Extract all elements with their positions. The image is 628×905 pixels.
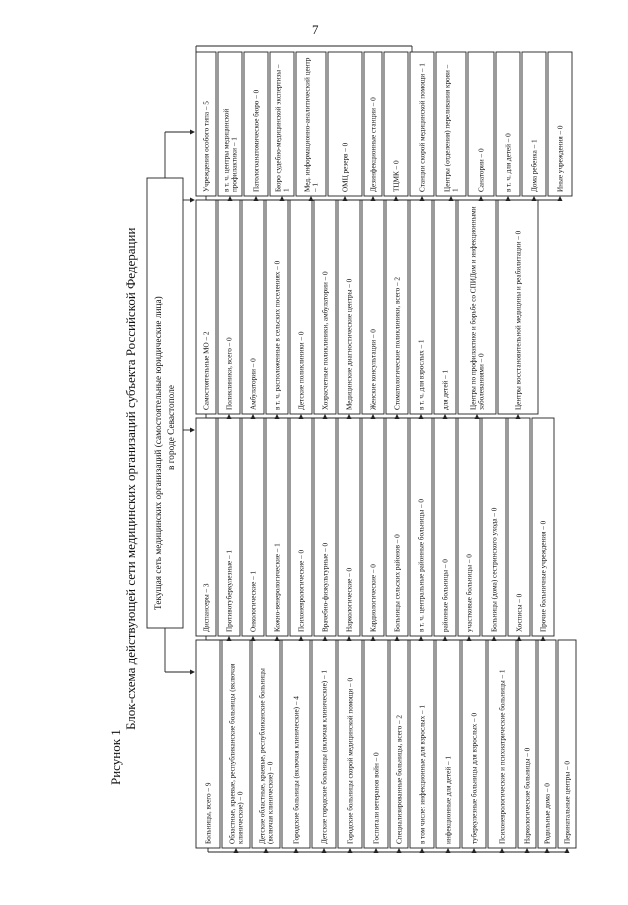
item-special-11: [522, 52, 546, 196]
item-special-9: [468, 52, 494, 196]
item-dispensaries-10: [458, 418, 480, 636]
item-hospitals-11-label: Наркологические больницы – 0: [523, 747, 532, 844]
item-hospitals-0: [222, 640, 250, 848]
arrow-hospitals: [190, 670, 195, 675]
item-independent-10-label: заболеваниями – 0: [477, 353, 486, 410]
item-hospitals-0-label: клинические) – 0: [236, 791, 245, 844]
item-dispensaries-1: [242, 418, 264, 636]
item-hospitals-6: [390, 640, 408, 848]
group-head-hospitals: [196, 640, 220, 848]
group-head-special: [196, 52, 216, 196]
item-dispensaries-13-label: Прочие больничные учреждения – 0: [539, 520, 548, 632]
group-head-dispensaries-label: Диспансеры – 3: [202, 583, 211, 632]
item-hospitals-1: [252, 640, 280, 848]
item-special-9-label: Санатории – 0: [477, 148, 486, 192]
item-special-12: [548, 52, 572, 196]
item-dispensaries-0-label: Противотуберкулезные – 1: [225, 549, 234, 632]
item-dispensaries-5-label: Наркологические – 0: [345, 567, 354, 632]
item-independent-6: [362, 200, 384, 414]
item-special-0: [218, 52, 242, 196]
item-hospitals-10: [488, 640, 516, 848]
item-hospitals-3: [312, 640, 336, 848]
item-special-2: [270, 52, 294, 196]
item-special-8-label: 1: [451, 188, 460, 192]
item-special-4-label: ОМЦ резерв – 0: [341, 142, 350, 192]
item-independent-10: [458, 200, 496, 414]
group-head-hospitals-label: Больницы, всего – 9: [204, 782, 213, 844]
arrow-independent: [190, 198, 195, 203]
item-special-11-label: Дома ребенка – 1: [530, 139, 539, 192]
item-independent-0: [218, 200, 240, 414]
item-dispensaries-13: [532, 418, 554, 636]
item-independent-5-label: Медицинские диагностические центры – 0: [345, 278, 354, 410]
item-hospitals-12-label: Родильные дома – 0: [543, 783, 552, 844]
root-line-2: в городе Севастополе: [167, 385, 177, 470]
item-dispensaries-12-label: Хосписы – 0: [515, 593, 524, 632]
item-dispensaries-8-label: в т. ч. центральные районные больницы – 0: [417, 499, 426, 632]
item-dispensaries-5: [338, 418, 360, 636]
item-special-8-label: Центры (отделения) переливания крови –: [443, 64, 452, 192]
item-independent-11: [498, 200, 538, 414]
item-dispensaries-4: [314, 418, 336, 636]
root-line-1: Текущая сеть медицинских организаций (самостоятельные юридические лица): [154, 296, 164, 610]
item-dispensaries-0: [218, 418, 240, 636]
item-special-10-label: в т. ч. для детей – 0: [504, 133, 513, 192]
page-number: 7: [312, 22, 319, 37]
item-special-0-label: профилактики – 1: [230, 137, 239, 192]
item-dispensaries-8: [410, 418, 432, 636]
item-special-5-label: Дезинфекционные станции – 0: [369, 97, 378, 192]
item-hospitals-2: [282, 640, 310, 848]
item-hospitals-10-label: Психоневрологические и психиатрические больницы – 1: [498, 669, 507, 844]
item-independent-2: [266, 200, 288, 414]
item-hospitals-9: [462, 640, 486, 848]
arrow-dispensaries: [190, 428, 195, 433]
item-hospitals-4: [338, 640, 362, 848]
item-independent-1-label: Амбулатории – 0: [249, 358, 258, 410]
item-special-2-label: Бюро судебно-медицинской экспертизы –: [274, 64, 283, 192]
item-hospitals-2-label: Городские больницы (включая клинические) – 4: [292, 696, 301, 844]
item-special-10: [496, 52, 520, 196]
item-special-2-label: 1: [282, 188, 291, 192]
item-dispensaries-1-label: Онкологические – 1: [249, 570, 258, 632]
item-hospitals-9-label: туберкулезные больницы для взрослых – 0: [470, 712, 479, 844]
item-independent-5: [338, 200, 360, 414]
group-head-independent: [196, 200, 216, 414]
group-head-dispensaries: [196, 418, 216, 636]
item-dispensaries-7-label: Больницы сельских районов – 0: [393, 534, 402, 632]
item-independent-6-label: Женские консультации – 0: [369, 329, 378, 410]
item-hospitals-13: [558, 640, 576, 848]
item-dispensaries-3-label: Психоневрологические – 0: [297, 549, 306, 632]
item-dispensaries-6: [362, 418, 384, 636]
group-head-special-label: Учреждения особого типа – 5: [202, 101, 211, 192]
item-hospitals-3-label: Детские городские больницы (включая клинические) – 1: [320, 670, 329, 844]
diagram-title: Блок-схема действующей сети медицинских организаций субъекта Российской Федерации: [123, 227, 138, 730]
item-dispensaries-6-label: Кардиологические – 0: [369, 564, 378, 632]
item-independent-7: [386, 200, 408, 414]
arrow-special: [190, 130, 195, 135]
item-special-0-label: в т. ч. центры медицинской: [222, 108, 231, 192]
item-dispensaries-11: [482, 418, 506, 636]
item-special-6: [384, 52, 408, 196]
item-hospitals-0-label: Областные, краевые, республиканские больницы (включая: [228, 663, 237, 844]
item-special-7-label: Станции скорой медицинской помощи – 1: [418, 63, 427, 192]
item-dispensaries-3: [290, 418, 312, 636]
item-independent-7-label: Стоматологические поликлиники, всего – 2: [393, 276, 402, 410]
item-dispensaries-7: [386, 418, 408, 636]
item-hospitals-7: [410, 640, 434, 848]
item-independent-11-label: Центры восстановительной медицины и реабилитации – 0: [514, 230, 523, 410]
item-independent-9-label: для детей – 1: [441, 369, 450, 410]
item-hospitals-12: [538, 640, 556, 848]
item-special-1: [244, 52, 268, 196]
item-hospitals-4-label: Городские больницы скорой медицинской помощи – 0: [346, 677, 355, 844]
item-special-4: [328, 52, 362, 196]
item-hospitals-8: [436, 640, 460, 848]
item-independent-8: [410, 200, 432, 414]
item-hospitals-13-label: Перинатальные центры – 0: [563, 761, 572, 844]
item-special-3-label: – 1: [311, 183, 320, 192]
item-hospitals-1-label: (включая клинические) – 0: [266, 761, 275, 844]
item-hospitals-1-label: Детские областные, краевые, республиканские больницы: [258, 668, 267, 844]
item-independent-3-label: Детские поликлиники – 0: [297, 331, 306, 410]
item-dispensaries-11-label: Больницы (дома) сестринского ухода – 0: [490, 507, 499, 632]
item-special-6-label: ТЦМК – 0: [392, 160, 401, 192]
item-dispensaries-12: [508, 418, 530, 636]
item-special-1-label: Патологоанатомическое бюро – 0: [252, 89, 261, 192]
item-independent-3: [290, 200, 312, 414]
item-independent-9: [434, 200, 456, 414]
item-hospitals-5-label: Госпитали ветеранов войн – 0: [372, 752, 381, 844]
item-independent-4: [314, 200, 336, 414]
item-independent-4-label: Хозрасчетные поликлиники, амбулатории – 0: [321, 271, 330, 410]
item-dispensaries-9: [434, 418, 456, 636]
item-independent-8-label: в т. ч. для взрослых – 1: [417, 339, 426, 410]
item-special-12-label: Иные учреждения – 0: [556, 125, 565, 192]
figure-label: Рисунок 1: [108, 729, 123, 785]
item-special-8: [436, 52, 466, 196]
item-special-7: [410, 52, 434, 196]
item-dispensaries-4-label: Врачебно-физкультурные – 0: [321, 542, 330, 632]
item-special-5: [364, 52, 382, 196]
item-dispensaries-2: [266, 418, 288, 636]
item-special-3-label: Мед. информационно-аналитический центр: [303, 57, 312, 192]
item-hospitals-6-label: Специализированные больницы, всего – 2: [395, 714, 404, 844]
group-head-independent-label: Самостоятельные МО – 2: [202, 331, 211, 410]
item-independent-0-label: Поликлиники, всего – 0: [225, 337, 234, 410]
item-dispensaries-2-label: Кожно-венерологические – 1: [273, 543, 282, 632]
item-hospitals-5: [364, 640, 388, 848]
root-box-frame: [147, 178, 183, 628]
item-dispensaries-10-label: участковые больницы – 0: [465, 554, 474, 632]
item-dispensaries-9-label: районные больницы – 0: [441, 559, 450, 632]
root-box: [147, 178, 183, 628]
item-special-3: [296, 52, 326, 196]
item-independent-10-label: Центры по профилактике и борьбе со СПИДом и инфекционными: [469, 206, 478, 410]
item-hospitals-8-label: инфекционные для детей – 1: [444, 756, 453, 844]
item-hospitals-7-label: в том числе: инфекционные для взрослых – 1: [418, 704, 427, 844]
item-independent-2-label: в т. ч. расположенные в сельских поселениях – 0: [273, 260, 282, 410]
item-hospitals-11: [518, 640, 536, 848]
item-independent-1: [242, 200, 264, 414]
